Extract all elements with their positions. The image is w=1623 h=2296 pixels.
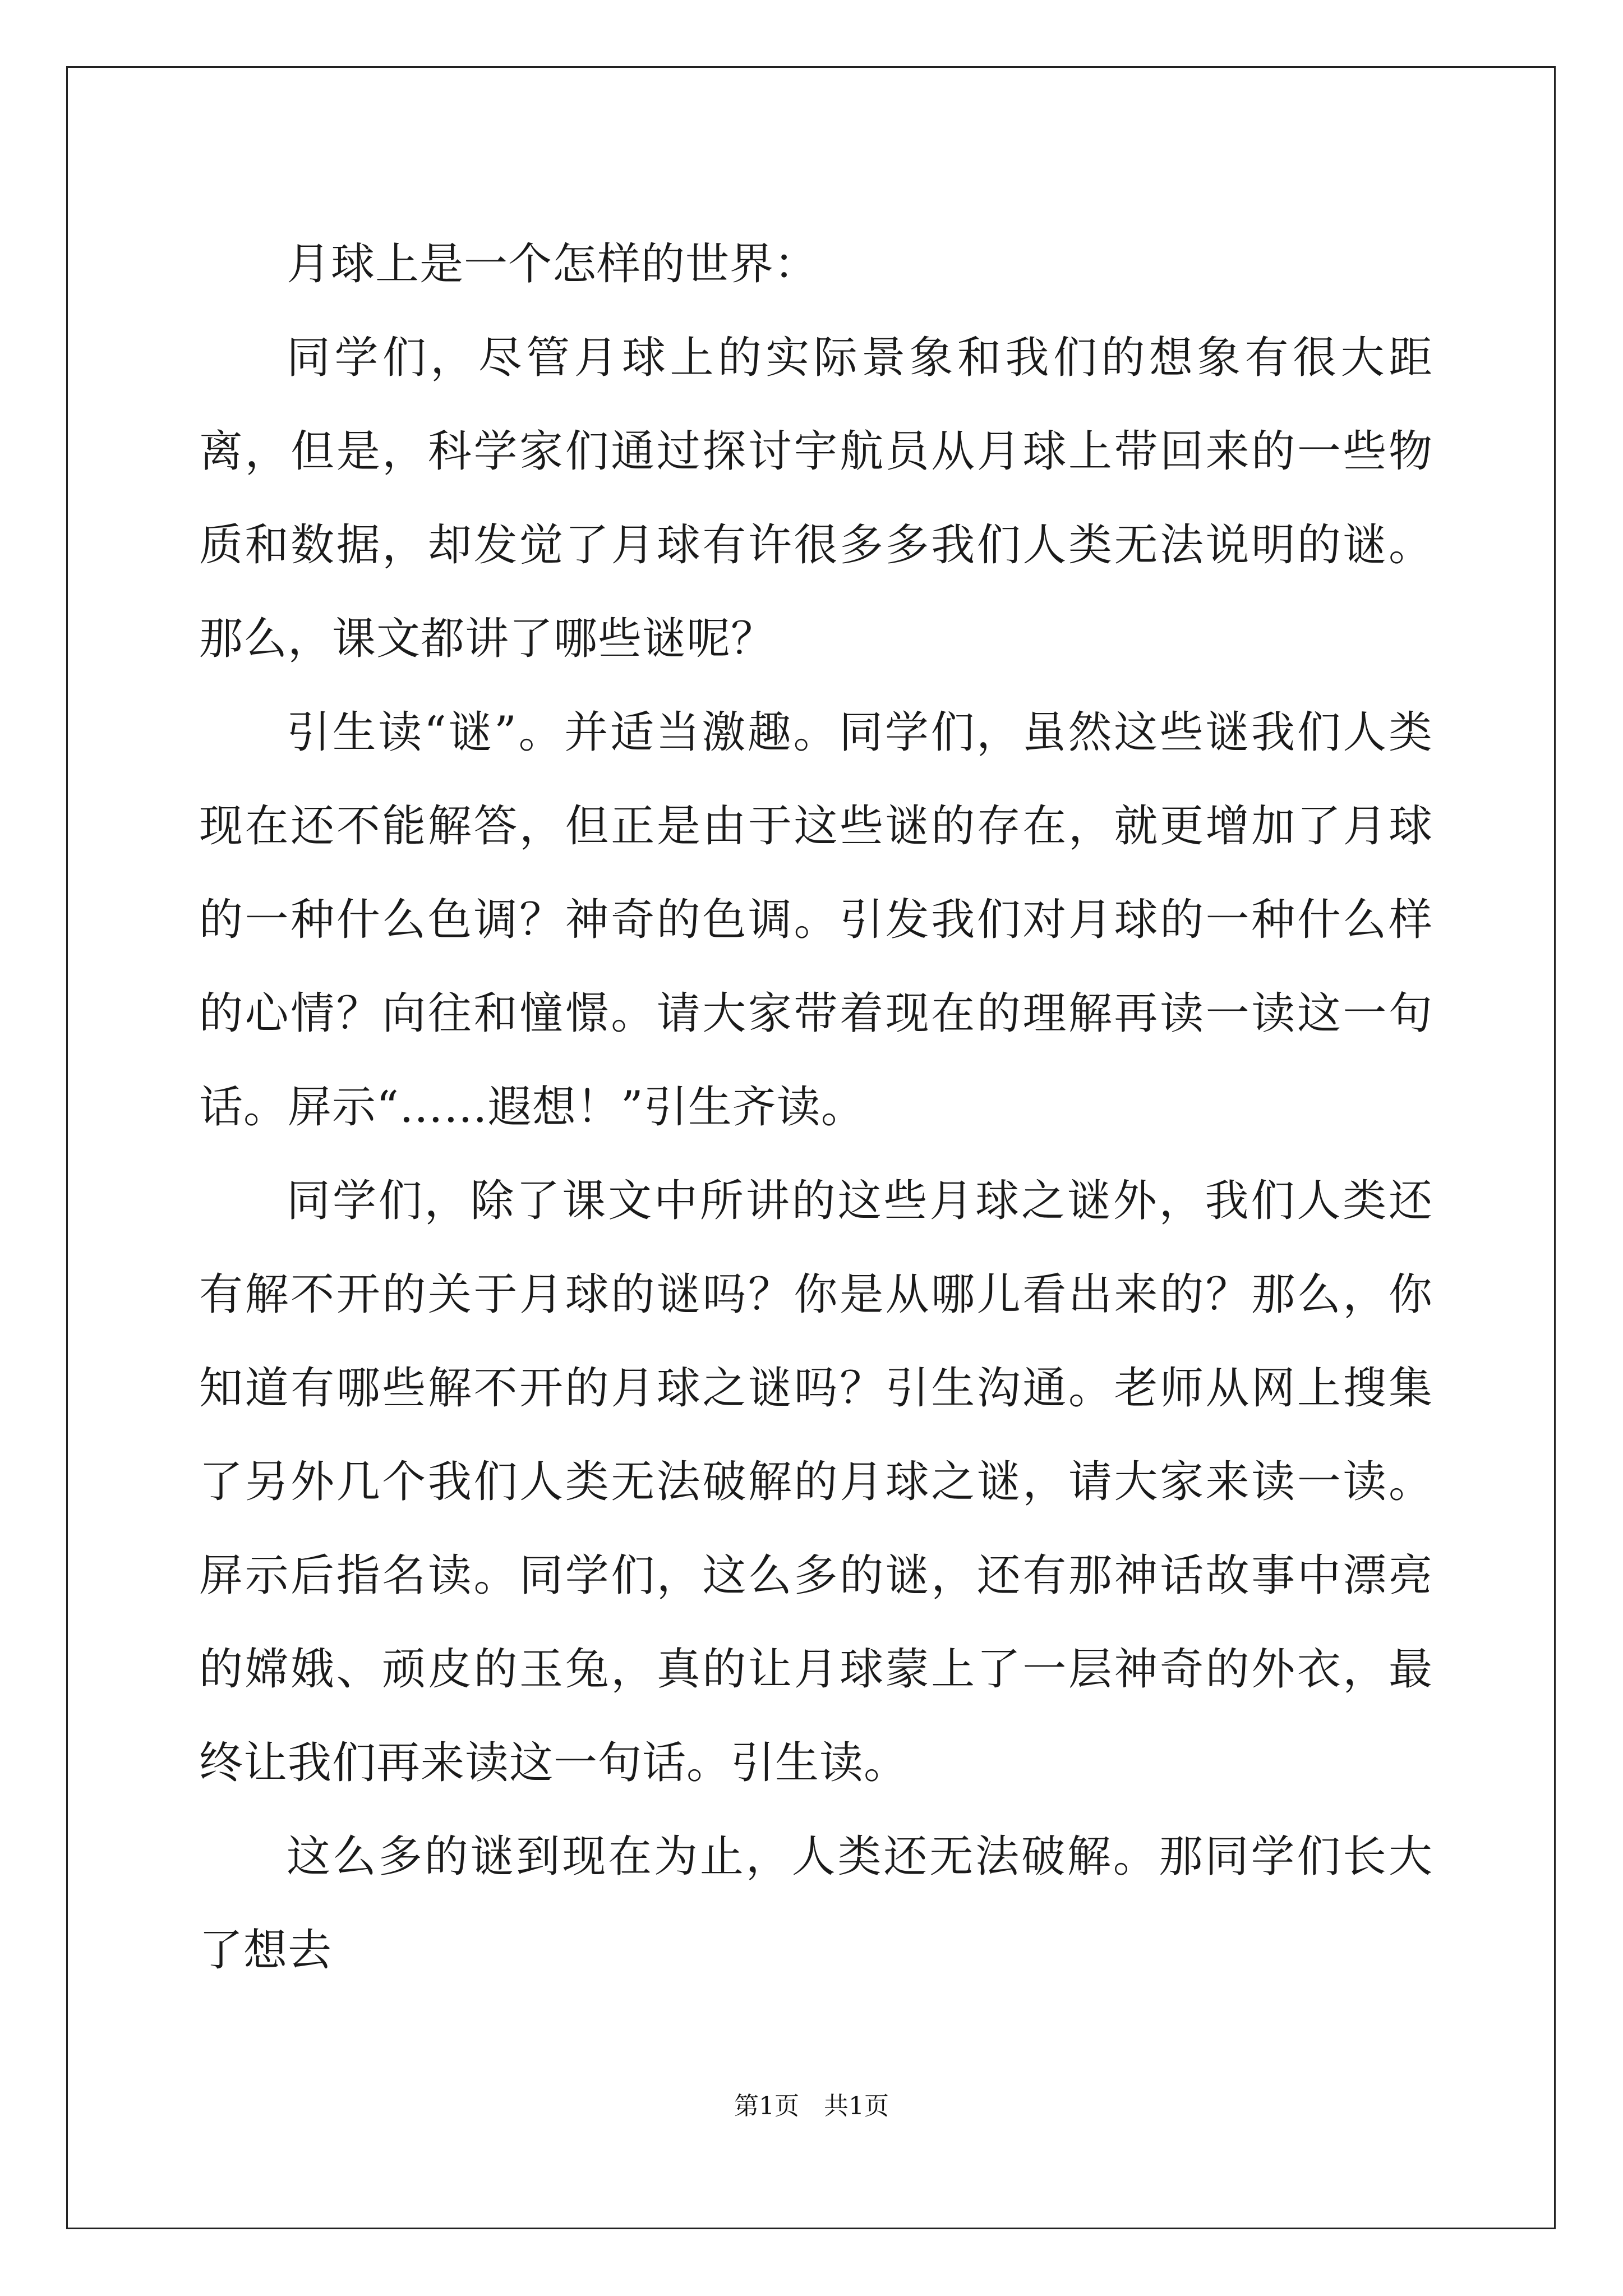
page-footer bbox=[0, 2090, 1623, 2123]
document-body bbox=[199, 218, 1433, 1998]
paragraph: 引生读“谜”。并适当激趣。同学们，虽然这些谜我们人类现在还不能解答，但正是由于这些谜的存在，就更增加了月球的一种什么色调？神奇的色调。引发我们对月球的一种什么样的心情？向往和憧憬。请大家带着现在的理解再读一读这一句话。屏示“……遐想！”引生齐读。 bbox=[199, 707, 1433, 1133]
paragraph: 这么多的谜到现在为止，人类还无法破解。那同学们长大了想去 bbox=[199, 1832, 1433, 1976]
page-number: 第1页 共1页 bbox=[734, 2092, 889, 2120]
paragraph: 同学们，除了课文中所讲的这些月球之谜外，我们人类还有解不开的关于月球的谜吗？你是从哪儿看出来的？那么，你知道有哪些解不开的月球之谜吗？引生沟通。老师从网上搜集了另外几个我们人类无法破解的月球之谜，请大家来读一读。屏示后指名读。同学们，这么多的谜，还有那神话故事中漂亮的嫦娥、顽皮的玉兔，真的让月球蒙上了一层神奇的外衣，最终让我们再来读这一句话。引生读。 bbox=[199, 1176, 1433, 1788]
paragraph: 月球上是一个怎样的世界： bbox=[287, 239, 819, 289]
paragraph: 同学们，尽管月球上的实际景象和我们的想象有很大距离，但是，科学家们通过探讨宇航员从月球上带回来的一些物质和数据，却发觉了月球有许很多多我们人类无法说明的谜。那么，课文都讲了哪些谜呢？ bbox=[199, 333, 1433, 664]
